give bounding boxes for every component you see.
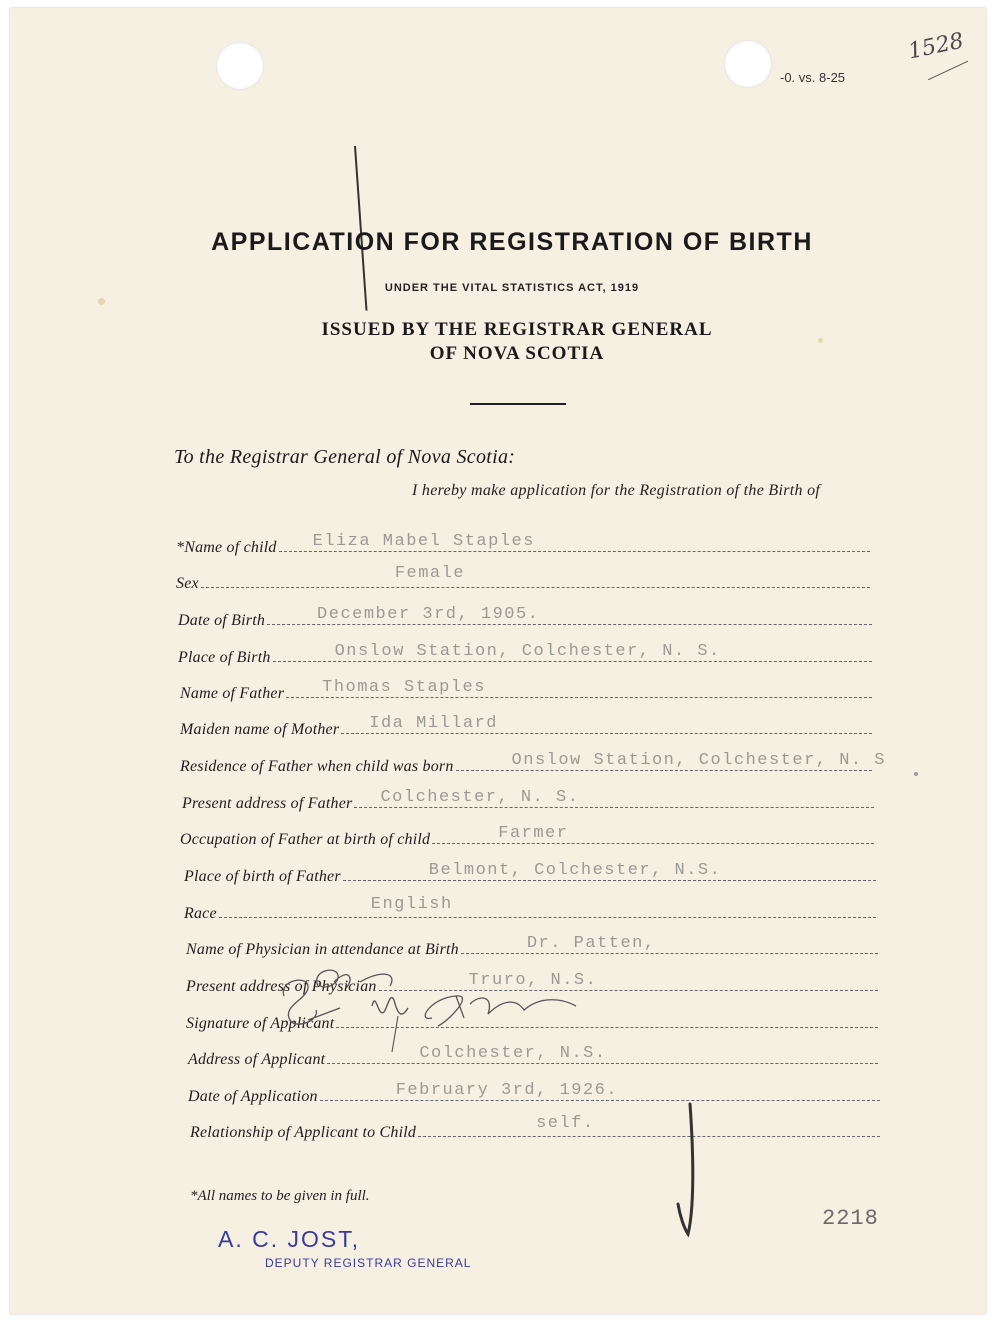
field-row-father-name: [180, 679, 872, 703]
footnote: *All names to be given in full.: [190, 1188, 370, 1204]
field-line: [432, 819, 874, 844]
form-code: -0. vs. 8-25: [780, 70, 846, 85]
intro-sentence: I hereby make application for the Registration of the Birth of: [412, 482, 821, 499]
handwritten-underline: [928, 61, 968, 81]
field-row-physician-name: [186, 935, 878, 959]
field-value: Colchester, N.S.: [419, 1044, 607, 1063]
field-value: Dr. Patten,: [526, 934, 656, 953]
field-label: Present address of Physician: [186, 978, 377, 995]
registrar-stamp-title: DEPUTY REGISTRAR GENERAL: [265, 1256, 472, 1270]
field-line: [286, 673, 872, 698]
field-row-date-of-birth: [178, 606, 872, 630]
field-label: Sex: [176, 575, 199, 592]
field-line: [418, 1112, 880, 1137]
field-value: December 3rd, 1905.: [317, 605, 540, 624]
issuer-line-1: ISSUED BY THE REGISTRAR GENERAL: [321, 319, 713, 340]
field-value: English: [370, 895, 453, 914]
field-line: [343, 856, 876, 881]
field-line: [267, 600, 872, 625]
registrar-stamp-name: A. C. JOST,: [218, 1226, 361, 1252]
field-line: [320, 1076, 880, 1101]
field-label: Relationship of Applicant to Child: [190, 1124, 417, 1141]
field-row-father-birthplace: [184, 862, 876, 886]
field-row-father-residence: [180, 751, 886, 776]
field-label: Occupation of Father at birth of child: [180, 831, 431, 848]
field-value: Colchester, N. S.: [380, 788, 580, 807]
field-value: February 3rd, 1926.: [395, 1081, 619, 1100]
field-line: [279, 527, 870, 552]
field-line: [219, 893, 876, 918]
paper-stain: [914, 772, 918, 776]
salutation: To the Registrar General of Nova Scotia:: [174, 446, 516, 468]
paper-stain: [98, 298, 105, 305]
field-value: Thomas Staples: [322, 678, 486, 697]
title-divider: [470, 403, 566, 405]
field-row-applicant-relationship: [190, 1114, 880, 1142]
field-label: Place of Birth: [178, 649, 271, 666]
field-row-child-name: [176, 533, 870, 557]
field-row-father-occupation: [180, 825, 874, 849]
field-label: Signature of Applicant: [186, 1015, 335, 1032]
field-label: Address of Applicant: [188, 1051, 326, 1068]
check-mark: [670, 1100, 720, 1240]
field-line: [456, 746, 886, 771]
document-title: APPLICATION FOR REGISTRATION OF BIRTH: [211, 228, 813, 256]
file-number: 2218: [822, 1206, 879, 1231]
field-value: Female: [394, 564, 466, 583]
field-row-mother-maiden-name: [180, 715, 872, 739]
punch-hole-left: [216, 42, 264, 90]
field-label: Name of Physician in attendance at Birth: [186, 941, 459, 958]
field-line: [201, 563, 870, 588]
issuer-line-2: OF NOVA SCOTIA: [429, 343, 605, 364]
field-line: [461, 929, 878, 954]
field-label: Place of birth of Father: [184, 868, 341, 885]
field-row-sex: [176, 564, 870, 593]
field-row-place-of-birth: [178, 643, 872, 667]
field-label: Present address of Father: [182, 795, 353, 812]
field-value: Eliza Mabel Staples: [312, 532, 535, 551]
field-value: Ida Millard: [369, 714, 498, 733]
issuer-block: [0, 318, 994, 366]
field-line: [341, 709, 872, 734]
field-value: Onslow Station, Colchester, N. S: [511, 751, 886, 770]
field-row-father-address: [182, 789, 874, 813]
field-value: Onslow Station, Colchester, N. S.: [334, 642, 721, 661]
field-value: Truro, N.S.: [468, 971, 598, 990]
field-value: Farmer: [498, 824, 569, 843]
field-value: self.: [536, 1114, 595, 1133]
handwritten-number: 1528: [906, 28, 966, 65]
field-label: Name of Father: [180, 685, 285, 702]
field-label: Maiden name of Mother: [180, 721, 340, 738]
field-label: Race: [184, 905, 217, 922]
field-line: [273, 637, 872, 662]
applicant-signature: [280, 960, 600, 1060]
field-row-race: [184, 895, 876, 923]
field-label: Residence of Father when child was born: [180, 758, 454, 775]
field-label: Date of Application: [188, 1088, 318, 1105]
field-line: [354, 783, 874, 808]
field-label: *Name of child: [176, 539, 277, 556]
field-value: Belmont, Colchester, N.S.: [428, 861, 722, 880]
document-subtitle: UNDER THE VITAL STATISTICS ACT, 1919: [384, 282, 640, 294]
punch-hole-right: [724, 40, 772, 88]
field-label: Date of Birth: [178, 612, 266, 629]
field-row-application-date: [188, 1082, 880, 1106]
